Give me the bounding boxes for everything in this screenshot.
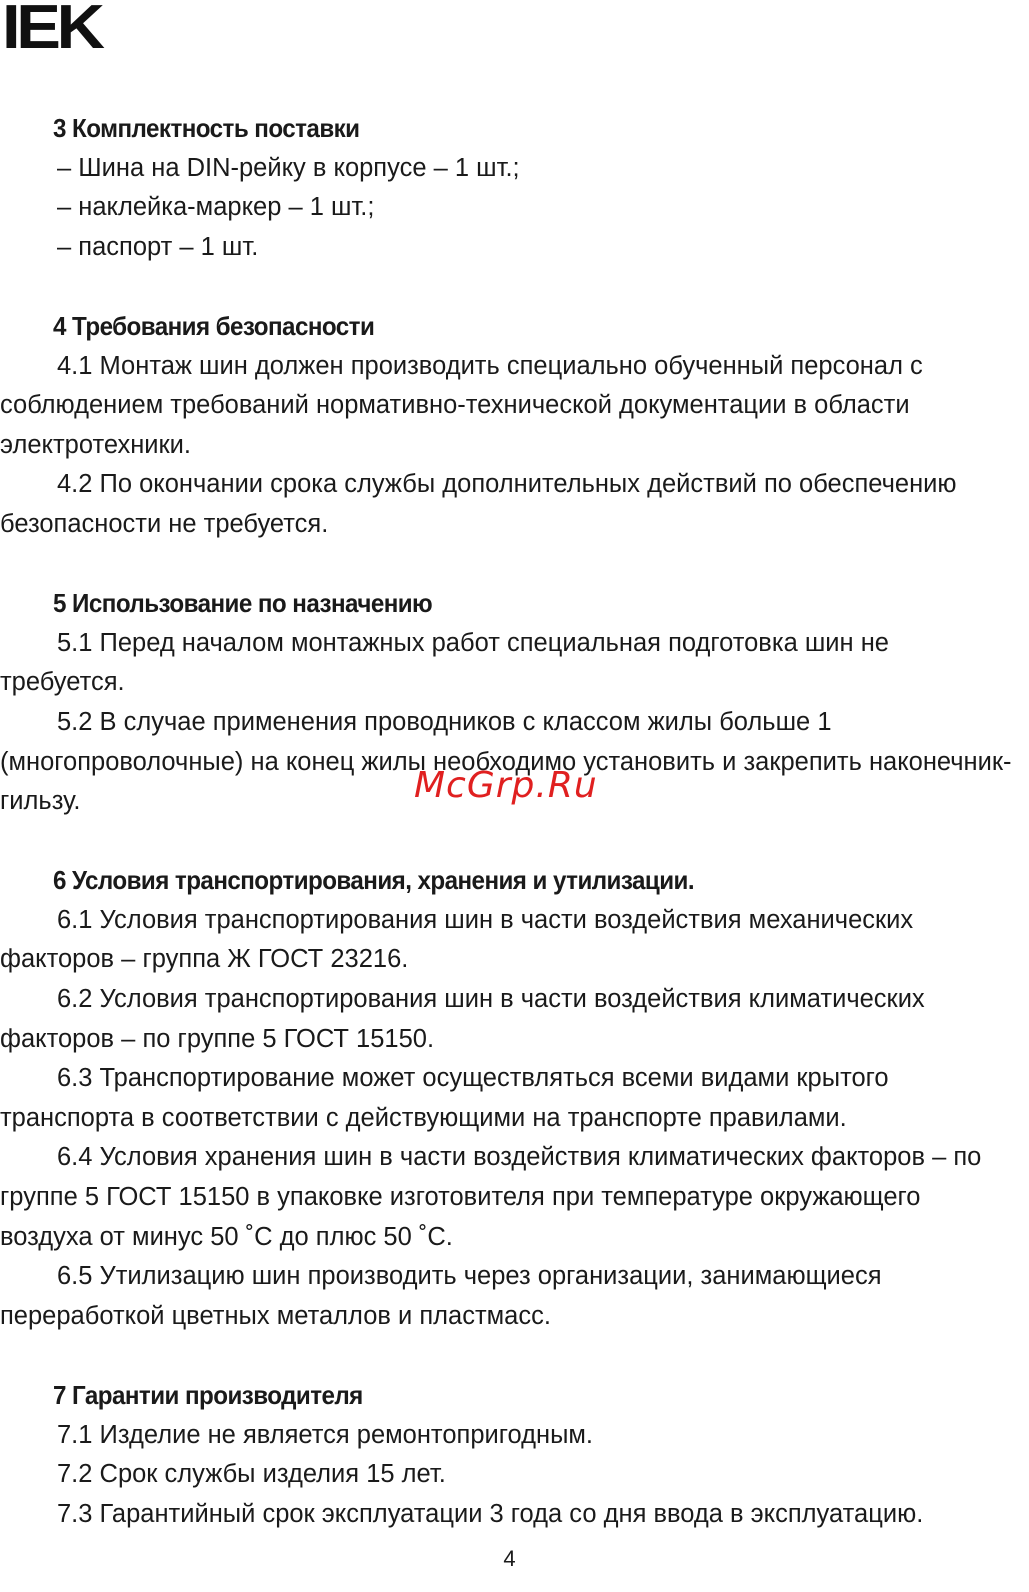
section-gap (0, 1336, 1029, 1376)
paragraph-4-1: 4.1 Монтаж шин должен производить специально обученный персонал с соблюдением требований нормативно-технической документации в области электротехники. (0, 351, 923, 459)
section-gap (0, 267, 1029, 307)
list-item: – Шина на DIN-рейку в корпусе – 1 шт.; (57, 153, 520, 182)
section-5-heading: 5 Использование по назначению (53, 588, 433, 619)
list-item: 7.1 Изделие не является ремонтопригодным. (57, 1420, 594, 1449)
paragraph-5-1: 5.1 Перед началом монтажных работ специальная подготовка шин не требуется. (0, 628, 889, 697)
iek-logo: IEK (2, 0, 101, 62)
section-3-heading: 3 Комплектность поставки (53, 113, 360, 143)
paragraph-6-4: 6.4 Условия хранения шин в части воздействия климатических факторов – по группе 5 ГОСТ 15150 в упаковке изготовителя при температуре окружающего воздуха от минус 50 ˚С до плюс 50 ˚С. (0, 1143, 982, 1251)
list-item: – паспорт – 1 шт. (57, 232, 259, 261)
list-item: 7.2 Срок службы изделия 15 лет. (57, 1460, 446, 1489)
paragraph-6-2: 6.2 Условия транспортирования шин в части воздействия климатических факторов – по группе 5 ГОСТ 15150. (0, 985, 925, 1053)
paragraph-4-2: 4.2 По окончании срока службы дополнительных действий по обеспечению безопасности не требуется. (0, 470, 957, 538)
list-item: 7.3 Гарантийный срок эксплуатации 3 года со дня ввода в эксплуатацию. (57, 1499, 924, 1528)
paragraph-6-1: 6.1 Условия транспортирования шин в части воздействия механических факторов – группа Ж ГОСТ 23216. (0, 905, 914, 974)
section-gap (0, 545, 1029, 585)
paragraph-5-2: 5.2 В случае применения проводников с классом жилы больше 1 (многопроволочные) на конец жилы необходимо установить и закрепить наконечник-гильзу. (0, 707, 1012, 816)
section-7-heading: 7 Гарантии производителя (53, 1380, 363, 1410)
paragraph-6-3: 6.3 Транспортирование может осуществляться всеми видами крытого транспорта в соответствии с действующими на транспорте правилами. (0, 1064, 889, 1132)
watermark: McGrp.Ru (414, 765, 598, 806)
section-4-heading: 4 Требования безопасности (53, 310, 375, 341)
document-body (0, 109, 1029, 1534)
list-item: – наклейка-маркер – 1 шт.; (57, 193, 375, 222)
section-6-heading: 6 Условия транспортирования, хранения и утилизации. (53, 865, 694, 896)
page-number: 4 (503, 1546, 516, 1571)
section-gap (0, 822, 1029, 862)
paragraph-6-5: 6.5 Утилизацию шин производить через организации, занимающиеся переработкой цветных металлов и пластмасс. (0, 1262, 882, 1330)
